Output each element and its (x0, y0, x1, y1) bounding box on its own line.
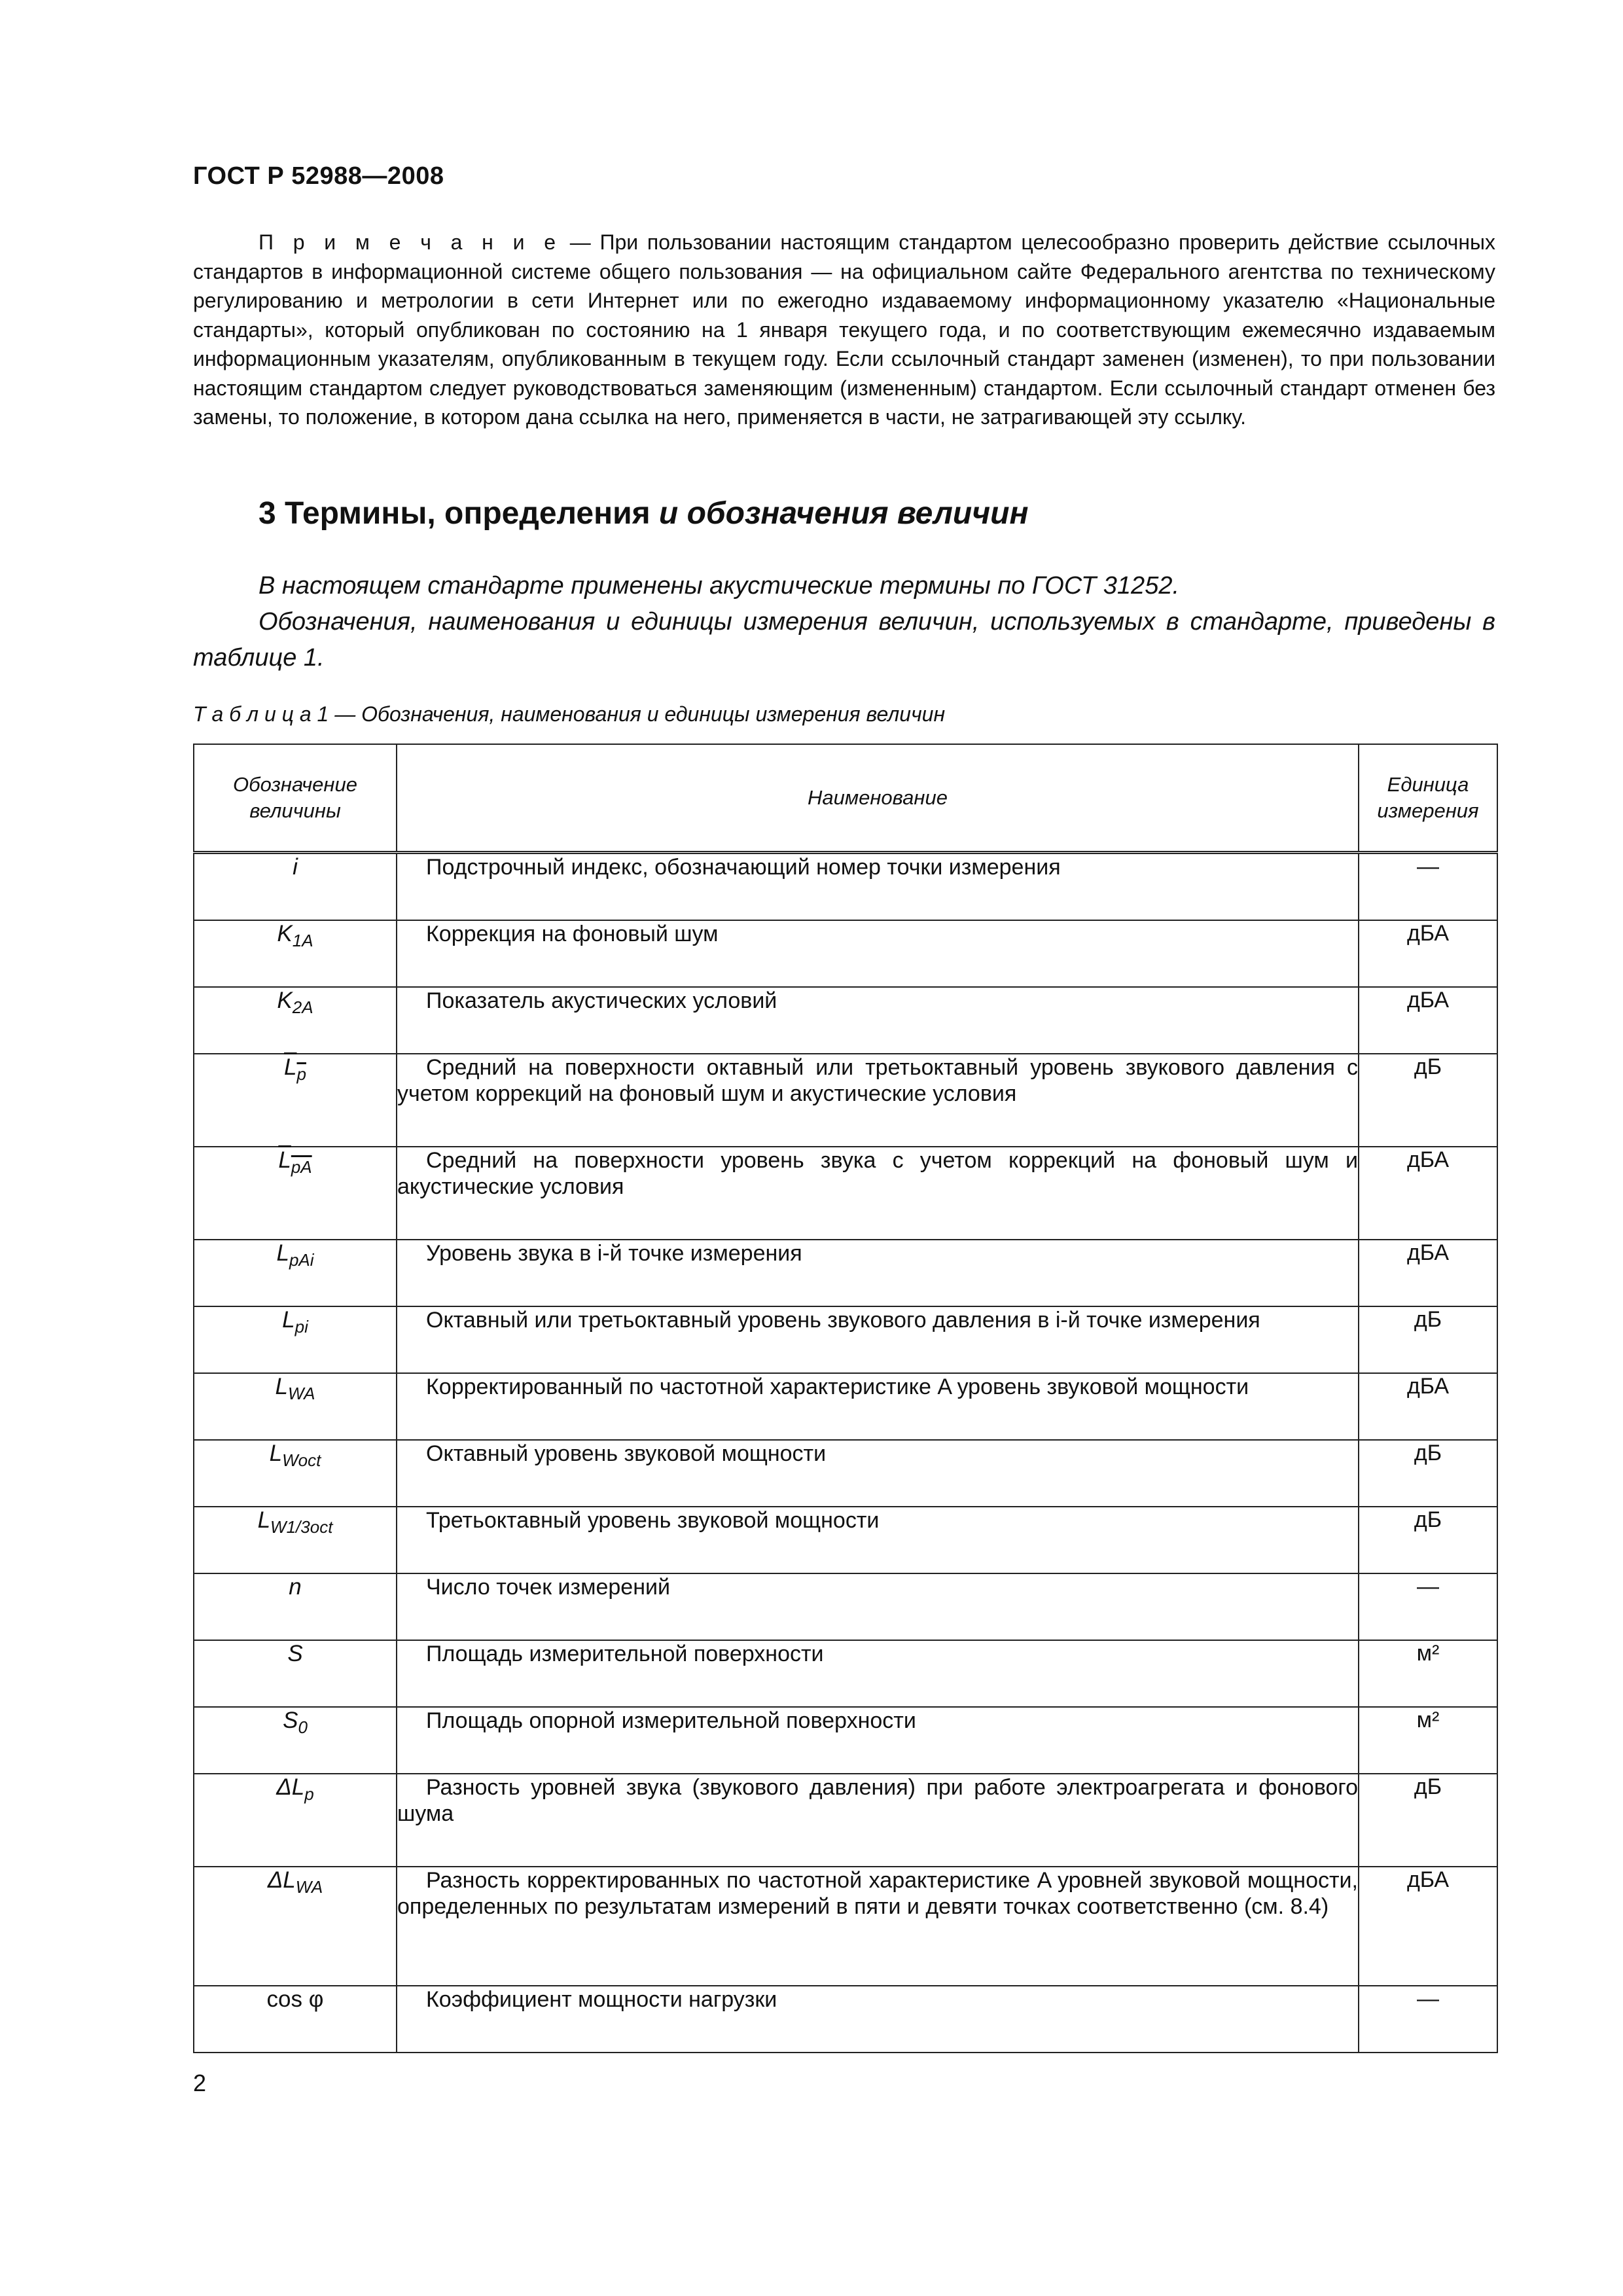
name-cell: Средний на поверхности октавный или третьоктавный уровень звукового давления с учетом коррекций на фоновый шум и акустические условия (397, 1054, 1359, 1147)
name-cell: Площадь измерительной поверхности (397, 1640, 1359, 1707)
unit-cell: дБ (1359, 1774, 1497, 1867)
name-cell: Коррекция на фоновый шум (397, 920, 1359, 987)
unit-cell: дБА (1359, 920, 1497, 987)
unit-cell: дБА (1359, 1867, 1497, 1986)
unit-cell: дБ (1359, 1054, 1497, 1147)
section-number: 3 (259, 496, 276, 531)
symbol-cell: $L_{Woct}$ (194, 1440, 397, 1507)
symbol-cell: cos φ (194, 1986, 397, 2053)
unit-cell: — (1359, 1986, 1497, 2053)
table-row (194, 1373, 1497, 1440)
table-row (194, 1054, 1497, 1147)
unit-cell: дБ (1359, 1306, 1497, 1373)
section-title (259, 495, 1028, 531)
symbol-cell: i (194, 853, 397, 921)
header-unit: Единица измерения (1359, 744, 1497, 853)
name-cell: Уровень звука в i-й точке измерения (397, 1240, 1359, 1306)
table-row (194, 920, 1497, 987)
name-cell: Показатель акустических условий (397, 987, 1359, 1054)
unit-cell: дБ (1359, 1507, 1497, 1573)
symbol-cell: $S_0$ (194, 1707, 397, 1774)
reference-note (193, 228, 1495, 432)
unit-cell: дБА (1359, 1147, 1497, 1240)
table-row (194, 987, 1497, 1054)
name-cell: Подстрочный индекс, обозначающий номер точки измерения (397, 853, 1359, 921)
symbol-cell: $L_{pi}$ (194, 1306, 397, 1373)
unit-cell: — (1359, 1573, 1497, 1640)
header-symbol: Обозначение величины (194, 744, 397, 853)
symbol-cell: $L_{WA}$ (194, 1373, 397, 1440)
table-row (194, 1507, 1497, 1573)
name-cell: Коэффициент мощности нагрузки (397, 1986, 1359, 2053)
note-label: П р и м е ч а н и е (259, 230, 562, 254)
table-row (194, 1147, 1497, 1240)
unit-cell: м² (1359, 1707, 1497, 1774)
name-cell: Разность корректированных по частотной характеристике A уровней звуковой мощности, определенных по результатам измерений в пяти и девяти точках соответственно (см. 8.4) (397, 1867, 1359, 1986)
table-caption: Т а б л и ц а 1 — Обозначения, наименования и единицы измерения величин (193, 702, 946, 726)
symbol-cell: $\Delta L_p$ (194, 1774, 397, 1867)
symbol-cell: $L_p$ (194, 1054, 397, 1147)
section-intro (193, 568, 1495, 676)
header-name: Наименование (397, 744, 1359, 853)
name-cell: Разность уровней звука (звукового давления) при работе электроагрегата и фонового шума (397, 1774, 1359, 1867)
section-title-regular: Термины, определения (285, 496, 659, 531)
table-row (194, 1573, 1497, 1640)
symbol-cell: $L_{pAi}$ (194, 1240, 397, 1306)
table-header-row (194, 744, 1497, 853)
name-cell: Площадь опорной измерительной поверхности (397, 1707, 1359, 1774)
table-row (194, 1640, 1497, 1707)
unit-cell: дБ (1359, 1440, 1497, 1507)
table-row (194, 1707, 1497, 1774)
intro-paragraph-1: В настоящем стандарте применены акустические термины по ГОСТ 31252. (259, 572, 1180, 600)
unit-cell: м² (1359, 1640, 1497, 1707)
table-row (194, 1867, 1497, 1986)
quantities-table (193, 744, 1498, 2053)
table-row (194, 1986, 1497, 2053)
symbol-cell: $L_{W1/3oct}$ (194, 1507, 397, 1573)
name-cell: Октавный или третьоктавный уровень звукового давления в i-й точке измерения (397, 1306, 1359, 1373)
name-cell: Число точек измерений (397, 1573, 1359, 1640)
table-row (194, 1240, 1497, 1306)
symbol-cell: $\Delta L_{WA}$ (194, 1867, 397, 1986)
name-cell: Октавный уровень звуковой мощности (397, 1440, 1359, 1507)
unit-cell: — (1359, 853, 1497, 921)
symbol-cell: n (194, 1573, 397, 1640)
table-row (194, 1306, 1497, 1373)
table-row (194, 1774, 1497, 1867)
unit-cell: дБА (1359, 1373, 1497, 1440)
page-number: 2 (193, 2070, 207, 2096)
symbol-cell: S (194, 1640, 397, 1707)
name-cell: Корректированный по частотной характеристике A уровень звуковой мощности (397, 1373, 1359, 1440)
unit-cell: дБА (1359, 1240, 1497, 1306)
symbol-cell: $K_{1A}$ (194, 920, 397, 987)
note-text: — При пользовании настоящим стандартом целесообразно проверить действие ссылочных стандартов в информационной системе общего пользования — на официальном сайте Федерального агентства по техническому регулированию и метрологии в сети Интернет или по ежегодно издаваемому информационному указателю «Национальные стандарты», который опубликован по состоянию на 1 января текущего года, и по соответствующим ежемесячно издаваемым информационным указателям, опубликованным в текущем году. Если ссылочный стандарт заменен (изменен), то при пользовании настоящим стандартом следует руководствоваться заменяющим (измененным) стандартом. Если ссылочный стандарт отменен без замены, то положение, в котором дана ссылка на него, применяется в части, не затрагивающей эту ссылку. (193, 230, 1495, 429)
intro-paragraph-2: Обозначения, наименования и единицы измерения величин, используемых в стандарте, приведены в таблице 1. (193, 608, 1495, 672)
table-row (194, 853, 1497, 921)
symbol-cell: $K_{2A}$ (194, 987, 397, 1054)
name-cell: Средний на поверхности уровень звука с учетом коррекций на фоновый шум и акустические условия (397, 1147, 1359, 1240)
section-title-italic: и обозначения величин (658, 496, 1029, 531)
symbol-cell: $L_{pA}$ (194, 1147, 397, 1240)
unit-cell: дБА (1359, 987, 1497, 1054)
name-cell: Третьоктавный уровень звуковой мощности (397, 1507, 1359, 1573)
table-row (194, 1440, 1497, 1507)
document-header: ГОСТ Р 52988—2008 (193, 162, 444, 190)
